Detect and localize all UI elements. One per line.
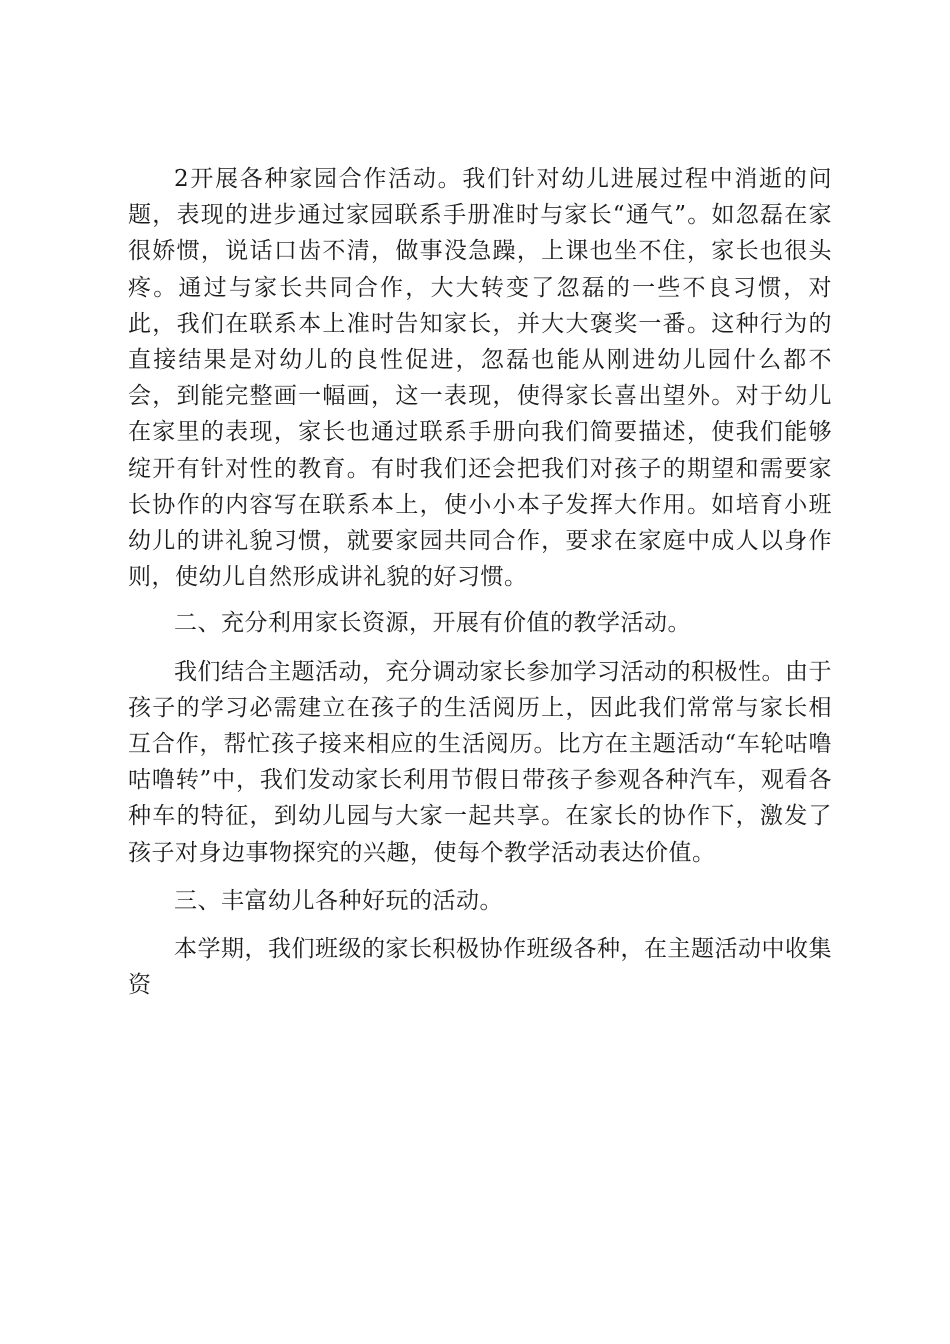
- section-heading-parent-resources: 二、充分利用家长资源，开展有价值的教学活动。: [174, 610, 691, 637]
- paragraph-semester-summary: 本学期，我们班级的家长积极协作班级各种，在主题活动中收集资: [128, 936, 832, 999]
- paragraph-home-school-cooperation: 2开展各种家园合作活动。我们针对幼儿进展过程中消逝的问题，表现的进步通过家园联系手册准时与家长“通气”。如忽磊在家很娇惯，说话口齿不清，做事没急躁，上课也坐不住，家长也很头疼。通过与家长共同合作，大大转变了忽磊的一些不良习惯，对此，我们在联系本上准时告知家长，并大大褒奖一番。这种行为的直接结果是对幼儿的良性促进，忽磊也能从刚进幼儿园什么都不会，到能完整画一幅画，这一表现，使得家长喜出望外。对于幼儿在家里的表现，家长也通过联系手册向我们简要描述，使我们能够绽开有针对性的教育。有时我们还会把我们对孩子的期望和需要家长协作的内容写在联系本上，使小小本子发挥大作用。如培育小班幼儿的讲礼貌习惯，就要家园共同合作，要求在家庭中成人以身作则，使幼儿自然形成讲礼貌的好习惯。: [128, 166, 832, 591]
- section-heading-enrich-activities: 三、丰富幼儿各种好玩的活动。: [174, 887, 503, 914]
- paragraph-theme-activities: 我们结合主题活动，充分调动家长参加学习活动的积极性。由于孩子的学习必需建立在孩子的生活阅历上，因此我们常常与家长相互合作，帮忙孩子接来相应的生活阅历。比方在主题活动“车轮咕噜咕噜转”中，我们发动家长利用节假日带孩子参观各种汽车，观看各种车的特征，到幼儿园与大家一起共享。在家长的协作下，激发了孩子对身边事物探究的兴趣，使每个教学活动表达价值。: [128, 658, 832, 866]
- document-body: [128, 161, 832, 1003]
